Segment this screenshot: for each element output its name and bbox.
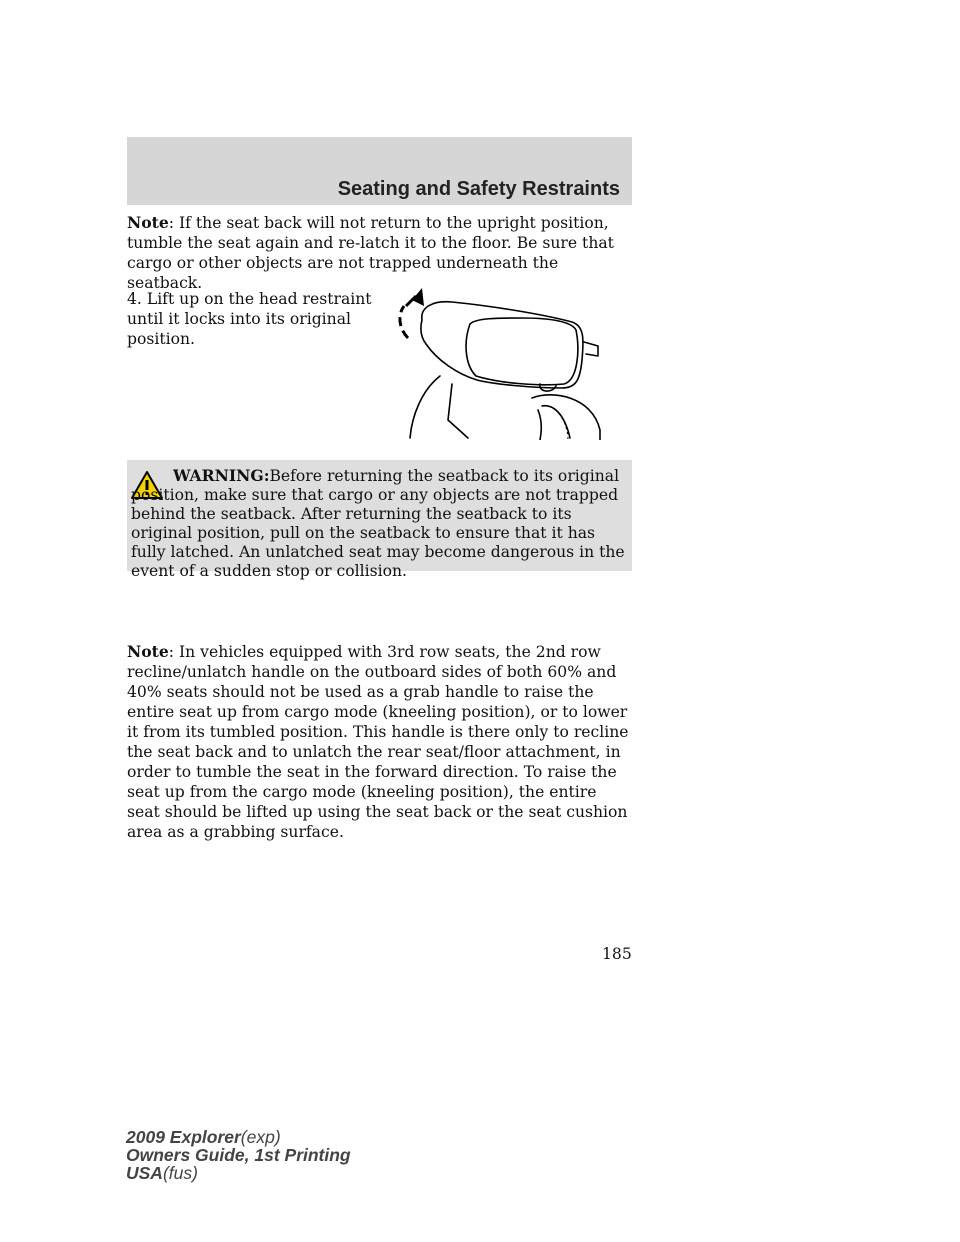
note-text: : If the seat back will not return to the upright position, tumble the seat again and re-latch it to the floor. Be sure that cargo or other objects are not trapped underneath the seatback. <box>127 214 614 292</box>
warning-text <box>131 466 626 581</box>
footer-model: 2009 Explorer <box>126 1127 241 1147</box>
note-paragraph-2 <box>127 642 632 842</box>
section-title: Seating and Safety Restraints <box>337 178 620 200</box>
note-text-2: : In vehicles equipped with 3rd row seats, the 2nd row recline/unlatch handle on the outboard sides of both 60% and 40% seats should not be used as a grab handle to raise the entire seat up from cargo mode (kneeling position), or to lower it from its tumbled position. This handle is there only to recline the seat back and to unlatch the rear seat/floor attachment, in order to tumble the seat in the forward direction. To raise the seat up from the cargo mode (kneeling position), the entire seat should be lifted up using the seat back or the seat cushion area as a grabbing surface. <box>127 643 629 841</box>
page-number: 185 <box>602 945 632 963</box>
footer <box>126 1128 351 1182</box>
warning-label: WARNING: <box>173 466 270 485</box>
note-label-2: Note <box>127 642 169 661</box>
footer-printing: Owners Guide, 1st Printing <box>126 1145 351 1165</box>
header-band <box>127 137 632 205</box>
note-label: Note <box>127 213 169 232</box>
footer-model-code: (exp) <box>240 1127 281 1147</box>
footer-region: USA <box>126 1163 163 1183</box>
warning-rest: position, make sure that cargo or any objects are not trapped behind the seatback. After returning the seatback to its original position, pull on the seatback to ensure that it has fully latched. An unlatched seat may become dangerous in the event of a sudden stop or collision. <box>131 486 625 580</box>
footer-region-code: (fus) <box>162 1163 198 1183</box>
head-restraint-lift-illustration <box>392 280 604 440</box>
step-4-text: 4. Lift up on the head restraint until it locks into its original position. <box>127 290 372 348</box>
warning-first-line: Before returning the seatback to its original <box>269 467 620 485</box>
